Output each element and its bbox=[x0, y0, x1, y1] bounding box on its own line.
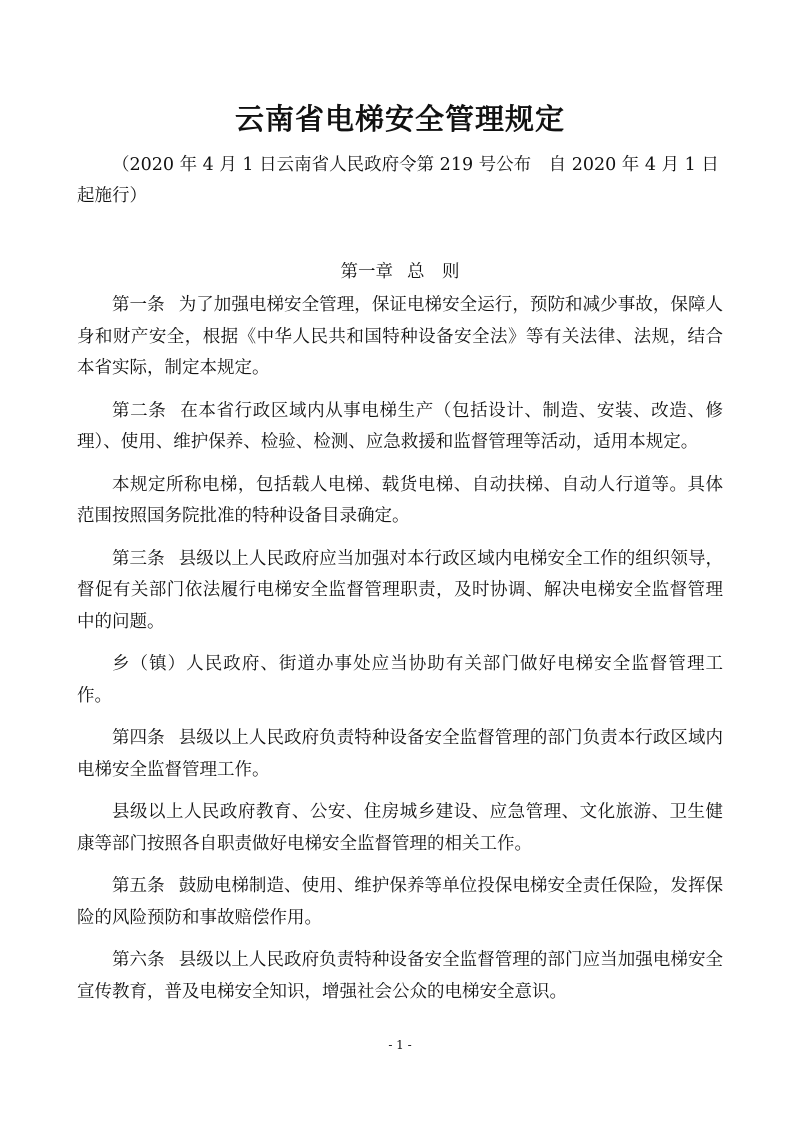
document-subtitle: （2020 年 4 月 1 日云南省人民政府令第 219 号公布 自 2020 年 4 月 1 日起施行） bbox=[77, 155, 719, 206]
article-number: 第二条 bbox=[112, 400, 167, 421]
article-paragraph bbox=[77, 290, 723, 385]
paragraph-text: 县级以上人民政府负责特种设备安全监督管理的部门负责本行政区域内电梯安全监督管理工作。 bbox=[77, 728, 724, 780]
paragraph-text: 县级以上人民政府应当加强对本行政区域内电梯安全工作的组织领导，督促有关部门依法履行电梯安全监督管理职责，及时协调、解决电梯安全监督管理中的问题。 bbox=[77, 548, 724, 632]
chapter-number: 第一章 bbox=[340, 262, 393, 282]
paragraph-text: 鼓励电梯制造、使用、维护保养等单位投保电梯安全责任保险，发挥保险的风险预防和事故赔偿作用。 bbox=[77, 876, 724, 928]
article-paragraph bbox=[77, 544, 723, 639]
paragraph-text: 为了加强电梯安全管理，保证电梯安全运行，预防和减少事故，保障人身和财产安全，根据《中华人民共和国特种设备安全法》等有关法律、法规，结合本省实际，制定本规定。 bbox=[77, 295, 724, 378]
page-number: - 1 - bbox=[388, 1038, 412, 1052]
article-paragraph bbox=[77, 871, 723, 934]
document-body bbox=[77, 290, 723, 1019]
article-number: 第六条 bbox=[112, 950, 165, 970]
paragraph-text: 县级以上人民政府负责特种设备安全监督管理的部门应当加强电梯安全宣传教育，普及电梯安全知识，增强社会公众的电梯安全意识。 bbox=[77, 950, 724, 1002]
body-paragraph bbox=[77, 649, 723, 712]
paragraph-text: 县级以上人民政府教育、公安、住房城乡建设、应急管理、文化旅游、卫生健康等部门按照各自职责做好电梯安全监督管理的相关工作。 bbox=[77, 802, 723, 854]
article-paragraph bbox=[77, 945, 723, 1008]
article-number: 第五条 bbox=[112, 876, 165, 896]
article-paragraph bbox=[77, 723, 723, 786]
chapter-heading bbox=[0, 258, 800, 286]
document-title: 云南省电梯安全管理规定 bbox=[234, 102, 565, 136]
article-paragraph bbox=[77, 396, 723, 459]
paragraph-text: 在本省行政区域内从事电梯生产（包括设计、制造、安装、改造、修理）、使用、维护保养、检验、检测、应急救援和监督管理等活动，适用本规定。 bbox=[77, 400, 723, 452]
article-number: 第四条 bbox=[112, 728, 165, 748]
body-paragraph bbox=[77, 797, 723, 860]
chapter-name: 总 则 bbox=[407, 262, 460, 282]
paragraph-text: 乡（镇）人民政府、街道办事处应当协助有关部门做好电梯安全监督管理工作。 bbox=[77, 654, 723, 706]
article-number: 第三条 bbox=[112, 548, 165, 569]
article-number: 第一条 bbox=[112, 295, 165, 315]
body-paragraph bbox=[77, 470, 723, 533]
paragraph-text: 本规定所称电梯，包括载人电梯、载货电梯、自动扶梯、自动人行道等。具体范围按照国务院批准的特种设备目录确定。 bbox=[77, 474, 723, 526]
